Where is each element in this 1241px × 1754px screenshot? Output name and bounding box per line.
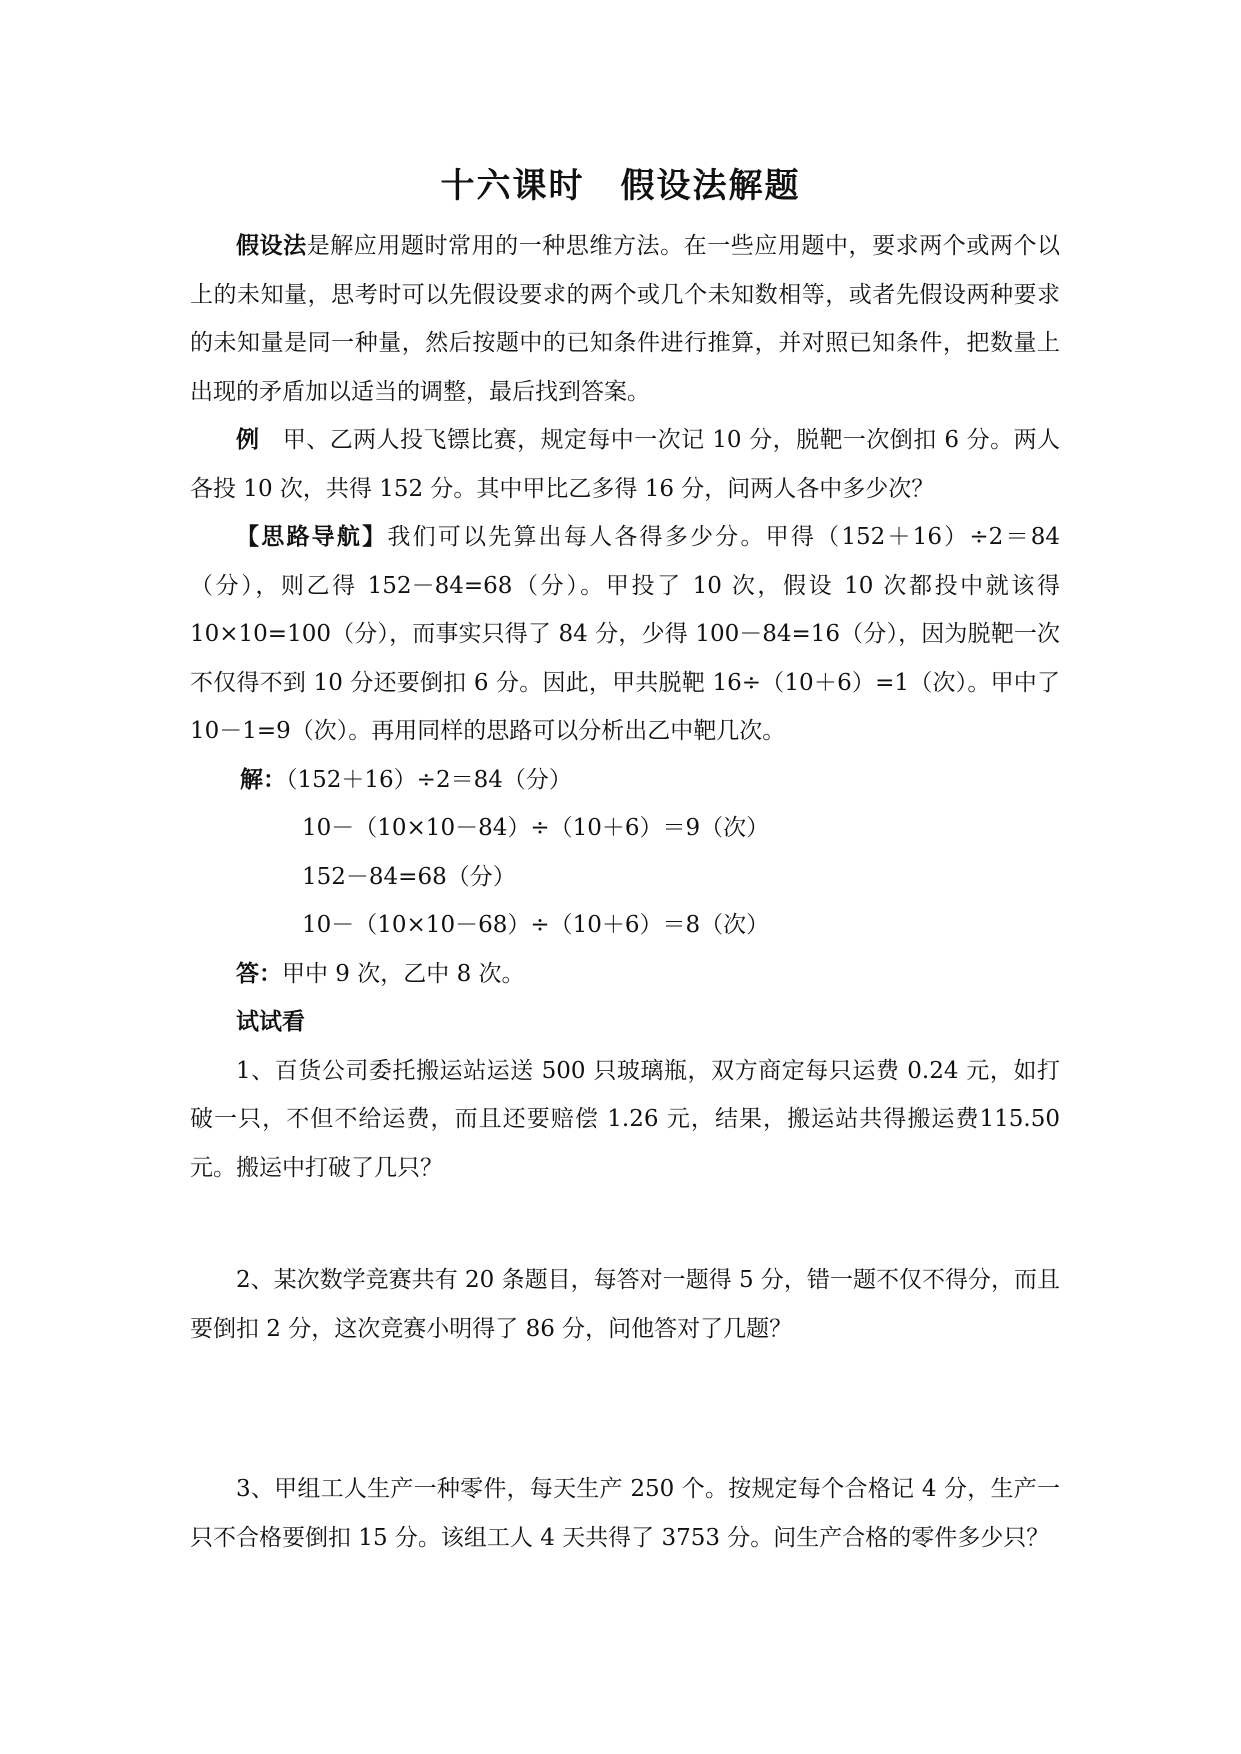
practice-problem-1: 1、百货公司委托搬运站运送 500 只玻璃瓶，双方商定每只运费 0.24 元，如打破一只，不但不给运费，而且还要赔偿 1.26 元，结果，搬运站共得搬运费115.50 元。搬运中打破了几只？: [190, 1057, 1060, 1181]
hint-label: 【思路导航】: [236, 523, 388, 550]
answer-space: [190, 1353, 1060, 1465]
practice-problem-3: 3、甲组工人生产一种零件，每天生产 250 个。按规定每个合格记 4 分，生产一只不合格要倒扣 15 分。该组工人 4 天共得了 3753 分。问生产合格的零件多少只？: [190, 1476, 1060, 1551]
practice-heading: 试试看: [236, 1008, 305, 1035]
hint-text: 我们可以先算出每人各得多少分。甲得（152＋16）÷2＝84（分），则乙得 152－84=68（分）。甲投了 10 次，假设 10 次都投中就该得 10×10=100（分），而事实只得了 84 分，少得 100－84=16（分），因为脱靶一次不仅得不到 10 分还要倒扣 6 分。因此，甲共脱靶 16÷（10＋6）=1（次）。甲中了 10－1=9（次）。再用同样的思路可以分析出乙中靶几次。: [190, 524, 1061, 744]
solution-step-4: 10－（10×10－68）÷（10＋6）＝8（次）: [302, 912, 770, 938]
solution-line: [190, 756, 1060, 805]
example-paragraph: [190, 416, 1060, 513]
document-body: [190, 222, 1060, 1562]
solution-step-1: （152＋16）÷2＝84（分）: [286, 766, 572, 793]
intro-term: 假设法: [236, 232, 307, 259]
intro-paragraph: [190, 222, 1060, 416]
answer-text: 甲中 9 次，乙中 8 次。: [282, 960, 525, 987]
answer-space: [190, 1192, 1060, 1256]
solution-label: 解：: [240, 765, 286, 793]
example-label: 例: [236, 426, 260, 453]
hint-paragraph: [190, 513, 1060, 756]
page-title: 十六课时 假设法解题: [440, 166, 801, 206]
intro-text: 是解应用题时常用的一种思维方法。在一些应用题中，要求两个或两个以上的未知量，思考时可以先假设要求的两个或几个未知数相等，或者先假设两种要求的未知量是同一种量，然后按题中的已知条件进行推算，并对照已知条件，把数量上出现的矛盾加以适当的调整，最后找到答案。: [190, 233, 1061, 405]
answer-paragraph: [190, 950, 1060, 999]
example-text: 甲、乙两人投飞镖比赛，规定每中一次记 10 分，脱靶一次倒扣 6 分。两人各投 10 次，共得 152 分。其中甲比乙多得 16 分，问两人各中多少次？: [190, 427, 1061, 502]
solution-step-3: 152－84=68（分）: [302, 863, 516, 890]
answer-label: 答：: [236, 959, 282, 987]
solution-step-2: 10－（10×10－84）÷（10＋6）＝9（次）: [302, 815, 770, 841]
practice-problem-2: 2、某次数学竞赛共有 20 条题目，每答对一题得 5 分，错一题不仅不得分，而且要倒扣 2 分，这次竞赛小明得了 86 分，问他答对了几题？: [190, 1267, 1060, 1342]
